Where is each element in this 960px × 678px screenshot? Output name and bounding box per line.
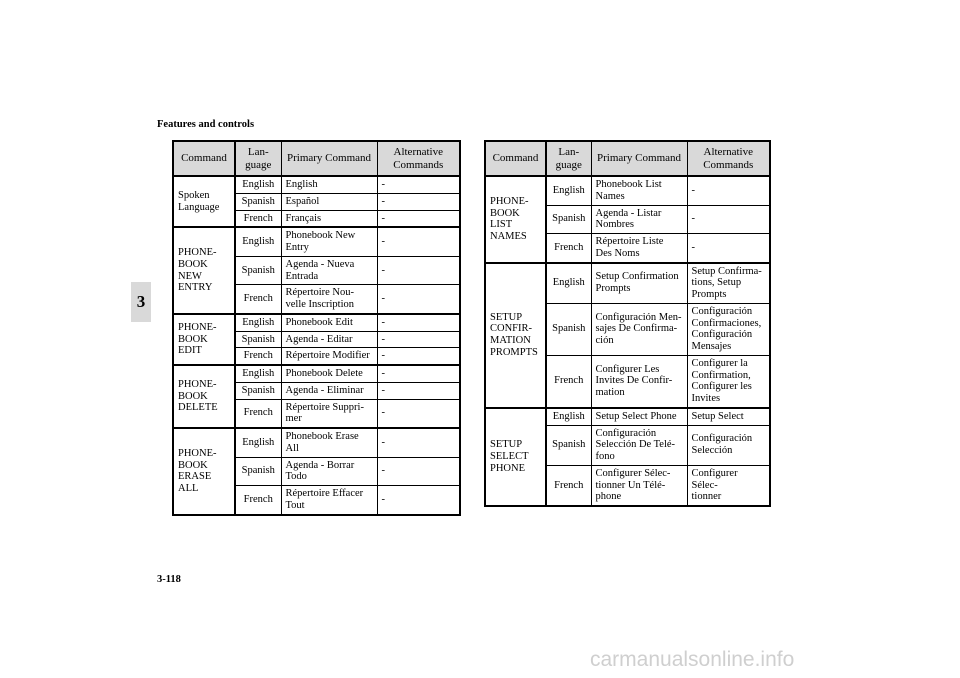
primary-command-cell: English xyxy=(281,176,377,193)
language-cell: Spanish xyxy=(235,193,281,210)
primary-command-cell: Configuración Selección De Telé- fono xyxy=(591,425,687,465)
alternative-commands-cell: - xyxy=(377,193,460,210)
language-cell: Spanish xyxy=(546,303,591,355)
primary-command-cell: Phonebook Erase All xyxy=(281,428,377,457)
alternative-commands-cell: - xyxy=(377,365,460,382)
primary-command-cell: Configurer Les Invites De Confir- mation xyxy=(591,355,687,408)
alternative-commands-cell: - xyxy=(377,314,460,331)
command-group xyxy=(173,314,460,365)
primary-command-cell: Agenda - Listar Nombres xyxy=(591,205,687,234)
command-group xyxy=(485,263,770,408)
language-cell: French xyxy=(235,486,281,515)
language-cell: French xyxy=(546,355,591,408)
table-row xyxy=(173,314,460,331)
language-cell: Spanish xyxy=(235,331,281,348)
alternative-commands-cell: - xyxy=(377,348,460,365)
column-header-alternative: Alternative Commands xyxy=(687,141,770,176)
alternative-commands-cell: Setup Select xyxy=(687,408,770,425)
alternative-commands-cell: Configurer la Confirmation, Configurer les Invites xyxy=(687,355,770,408)
alternative-commands-cell: - xyxy=(377,382,460,399)
primary-command-cell: Répertoire Nou- velle Inscription xyxy=(281,285,377,314)
language-cell: French xyxy=(235,348,281,365)
language-cell: Spanish xyxy=(546,425,591,465)
column-header-primary: Primary Command xyxy=(281,141,377,176)
table-row xyxy=(485,176,770,205)
column-header-language: Lan- guage xyxy=(546,141,591,176)
command-cell: SETUP CONFIR- MATION PROMPTS xyxy=(485,263,546,408)
alternative-commands-cell: - xyxy=(377,227,460,256)
language-cell: English xyxy=(546,263,591,304)
language-cell: English xyxy=(235,227,281,256)
command-group xyxy=(173,428,460,515)
language-cell: Spanish xyxy=(235,457,281,486)
primary-command-cell: Configuración Men- sajes De Confirma- ción xyxy=(591,303,687,355)
primary-command-cell: Setup Confirmation Prompts xyxy=(591,263,687,304)
language-cell: French xyxy=(546,465,591,506)
language-cell: Spanish xyxy=(235,382,281,399)
table-row xyxy=(173,227,460,256)
alternative-commands-cell: - xyxy=(377,176,460,193)
primary-command-cell: Répertoire Liste Des Noms xyxy=(591,234,687,263)
table-row xyxy=(485,263,770,304)
primary-command-cell: Agenda - Eliminar xyxy=(281,382,377,399)
primary-command-cell: Configurer Sélec- tionner Un Télé- phone xyxy=(591,465,687,506)
primary-command-cell: Agenda - Borrar Todo xyxy=(281,457,377,486)
table-row xyxy=(173,176,460,193)
primary-command-cell: Phonebook Edit xyxy=(281,314,377,331)
language-cell: English xyxy=(546,408,591,425)
command-group xyxy=(485,176,770,263)
column-header-command: Command xyxy=(173,141,235,176)
watermark: carmanualsonline.info xyxy=(590,648,795,671)
page-number: 3-118 xyxy=(157,574,181,585)
command-cell: PHONE- BOOK NEW ENTRY xyxy=(173,227,235,314)
alternative-commands-cell: - xyxy=(377,457,460,486)
command-cell: Spoken Language xyxy=(173,176,235,227)
table-row xyxy=(173,428,460,457)
alternative-commands-cell: Configuración Confirmaciones, Configuración Mensajes xyxy=(687,303,770,355)
chapter-tab: 3 xyxy=(131,282,151,322)
alternative-commands-cell: - xyxy=(377,256,460,285)
command-group xyxy=(485,408,770,506)
alternative-commands-cell: - xyxy=(377,399,460,428)
command-cell: PHONE- BOOK ERASE ALL xyxy=(173,428,235,515)
language-cell: French xyxy=(546,234,591,263)
command-group xyxy=(173,365,460,428)
command-group xyxy=(173,227,460,314)
section-header: Features and controls xyxy=(157,119,255,130)
column-header-alternative: Alternative Commands xyxy=(377,141,460,176)
primary-command-cell: Setup Select Phone xyxy=(591,408,687,425)
primary-command-cell: Agenda - Editar xyxy=(281,331,377,348)
command-cell: PHONE- BOOK EDIT xyxy=(173,314,235,365)
primary-command-cell: Phonebook New Entry xyxy=(281,227,377,256)
table-header-row xyxy=(485,141,770,176)
table-row xyxy=(485,408,770,425)
language-cell: English xyxy=(235,365,281,382)
table-row xyxy=(173,365,460,382)
alternative-commands-cell: - xyxy=(377,210,460,227)
primary-command-cell: Phonebook List Names xyxy=(591,176,687,205)
language-cell: English xyxy=(235,314,281,331)
alternative-commands-cell: - xyxy=(377,285,460,314)
commands-table-right xyxy=(484,140,771,507)
primary-command-cell: Répertoire Modifier xyxy=(281,348,377,365)
column-header-language: Lan- guage xyxy=(235,141,281,176)
language-cell: English xyxy=(235,176,281,193)
primary-command-cell: Phonebook Delete xyxy=(281,365,377,382)
alternative-commands-cell: - xyxy=(377,486,460,515)
language-cell: Spanish xyxy=(546,205,591,234)
alternative-commands-cell: - xyxy=(687,205,770,234)
alternative-commands-cell: - xyxy=(377,331,460,348)
language-cell: English xyxy=(235,428,281,457)
primary-command-cell: Répertoire Effacer Tout xyxy=(281,486,377,515)
language-cell: French xyxy=(235,285,281,314)
language-cell: Spanish xyxy=(235,256,281,285)
alternative-commands-cell: Configuración Selección xyxy=(687,425,770,465)
alternative-commands-cell: - xyxy=(687,176,770,205)
primary-command-cell: Español xyxy=(281,193,377,210)
command-cell: PHONE- BOOK LIST NAMES xyxy=(485,176,546,263)
column-header-command: Command xyxy=(485,141,546,176)
language-cell: French xyxy=(235,399,281,428)
alternative-commands-cell: Setup Confirma- tions, Setup Prompts xyxy=(687,263,770,304)
column-header-primary: Primary Command xyxy=(591,141,687,176)
commands-table-left xyxy=(172,140,461,516)
command-cell: SETUP SELECT PHONE xyxy=(485,408,546,506)
language-cell: French xyxy=(235,210,281,227)
alternative-commands-cell: - xyxy=(377,428,460,457)
alternative-commands-cell: Configurer Sélec- tionner xyxy=(687,465,770,506)
alternative-commands-cell: - xyxy=(687,234,770,263)
primary-command-cell: Français xyxy=(281,210,377,227)
primary-command-cell: Agenda - Nueva Entrada xyxy=(281,256,377,285)
language-cell: English xyxy=(546,176,591,205)
primary-command-cell: Répertoire Suppri- mer xyxy=(281,399,377,428)
table-header-row xyxy=(173,141,460,176)
command-cell: PHONE- BOOK DELETE xyxy=(173,365,235,428)
command-group xyxy=(173,176,460,227)
